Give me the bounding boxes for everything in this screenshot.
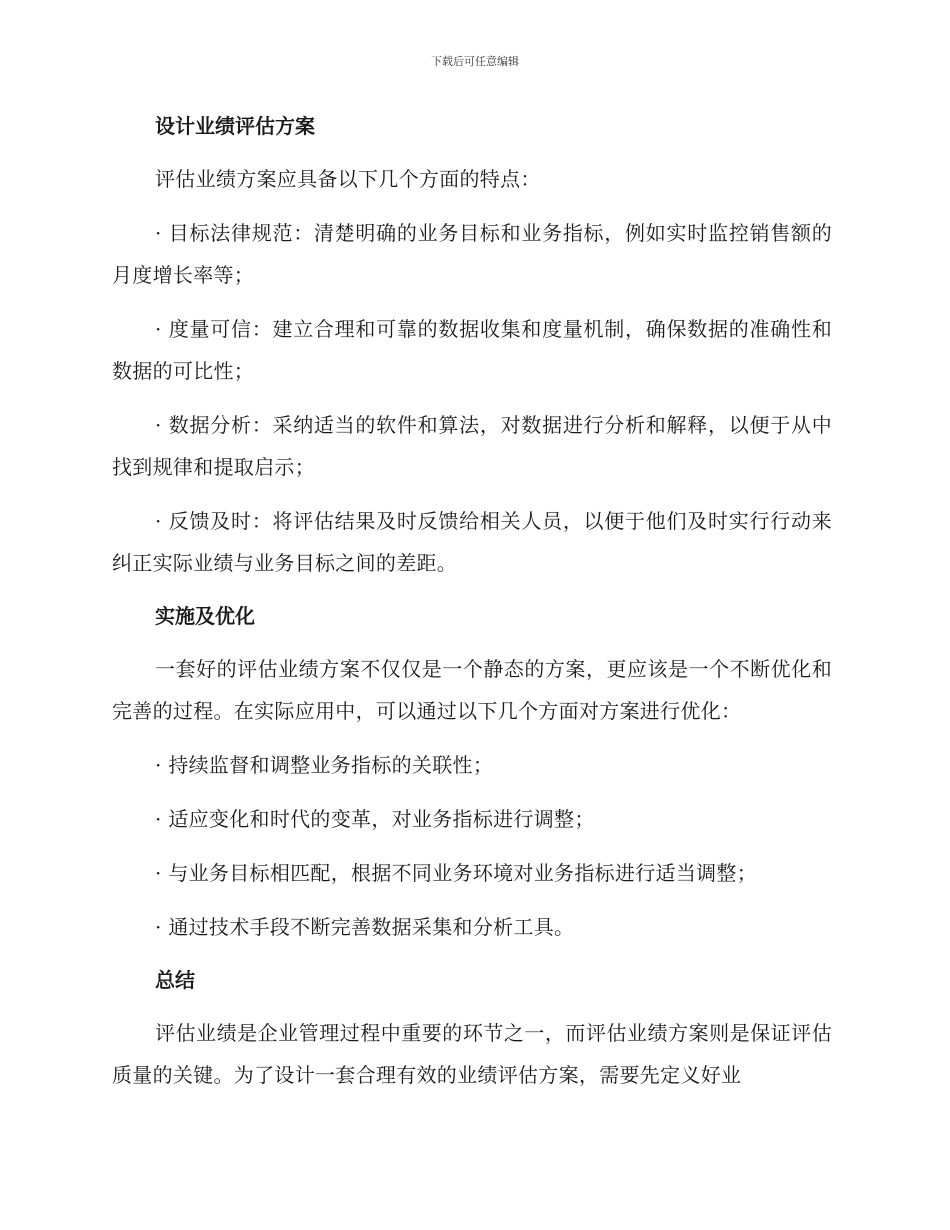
bullet-item: · 与业务目标相匹配，根据不同业务环境对业务指标进行适当调整；	[155, 861, 758, 885]
bullet-item: · 通过技术手段不断完善数据采集和分析工具。	[155, 915, 575, 939]
page-header-note: 下载后可任意编辑	[431, 55, 519, 68]
paragraph: 一套好的评估业绩方案不仅仅是一个静态的方案，更应该是一个不断优化和完善的过程。在实际应用中，可以通过以下几个方面对方案进行优化：	[112, 657, 832, 723]
section-design	[112, 106, 832, 584]
bullet-item: · 度量可信：建立合理和可靠的数据收集和度量机制，确保数据的准确性和数据的可比性；	[112, 317, 832, 383]
bullet-item: · 反馈及时：将评估结果及时反馈给相关人员，以便于他们及时实行行动来纠正实际业绩与业务目标之间的差距。	[112, 509, 832, 575]
bullet-item: · 持续监督和调整业务指标的关联性；	[155, 753, 494, 777]
document-body	[112, 106, 832, 1108]
section-summary	[112, 960, 832, 1096]
bullet-item: · 目标法律规范：清楚明确的业务目标和业务指标，例如实时监控销售额的月度增长率等；	[112, 221, 832, 287]
bullet-item: · 数据分析：采纳适当的软件和算法，对数据进行分析和解释，以便于从中找到规律和提取启示；	[112, 413, 832, 479]
section-heading: 总结	[155, 968, 195, 992]
section-heading: 设计业绩评估方案	[155, 114, 315, 138]
paragraph: 评估业绩方案应具备以下几个方面的特点：	[155, 167, 541, 191]
bullet-item: · 适应变化和时代的变革，对业务指标进行调整；	[155, 807, 595, 831]
paragraph: 评估业绩是企业管理过程中重要的环节之一，而评估业绩方案则是保证评估质量的关键。为了设计一套合理有效的业绩评估方案，需要先定义好业	[112, 1021, 832, 1087]
section-implementation	[112, 596, 832, 948]
section-heading: 实施及优化	[155, 604, 255, 628]
